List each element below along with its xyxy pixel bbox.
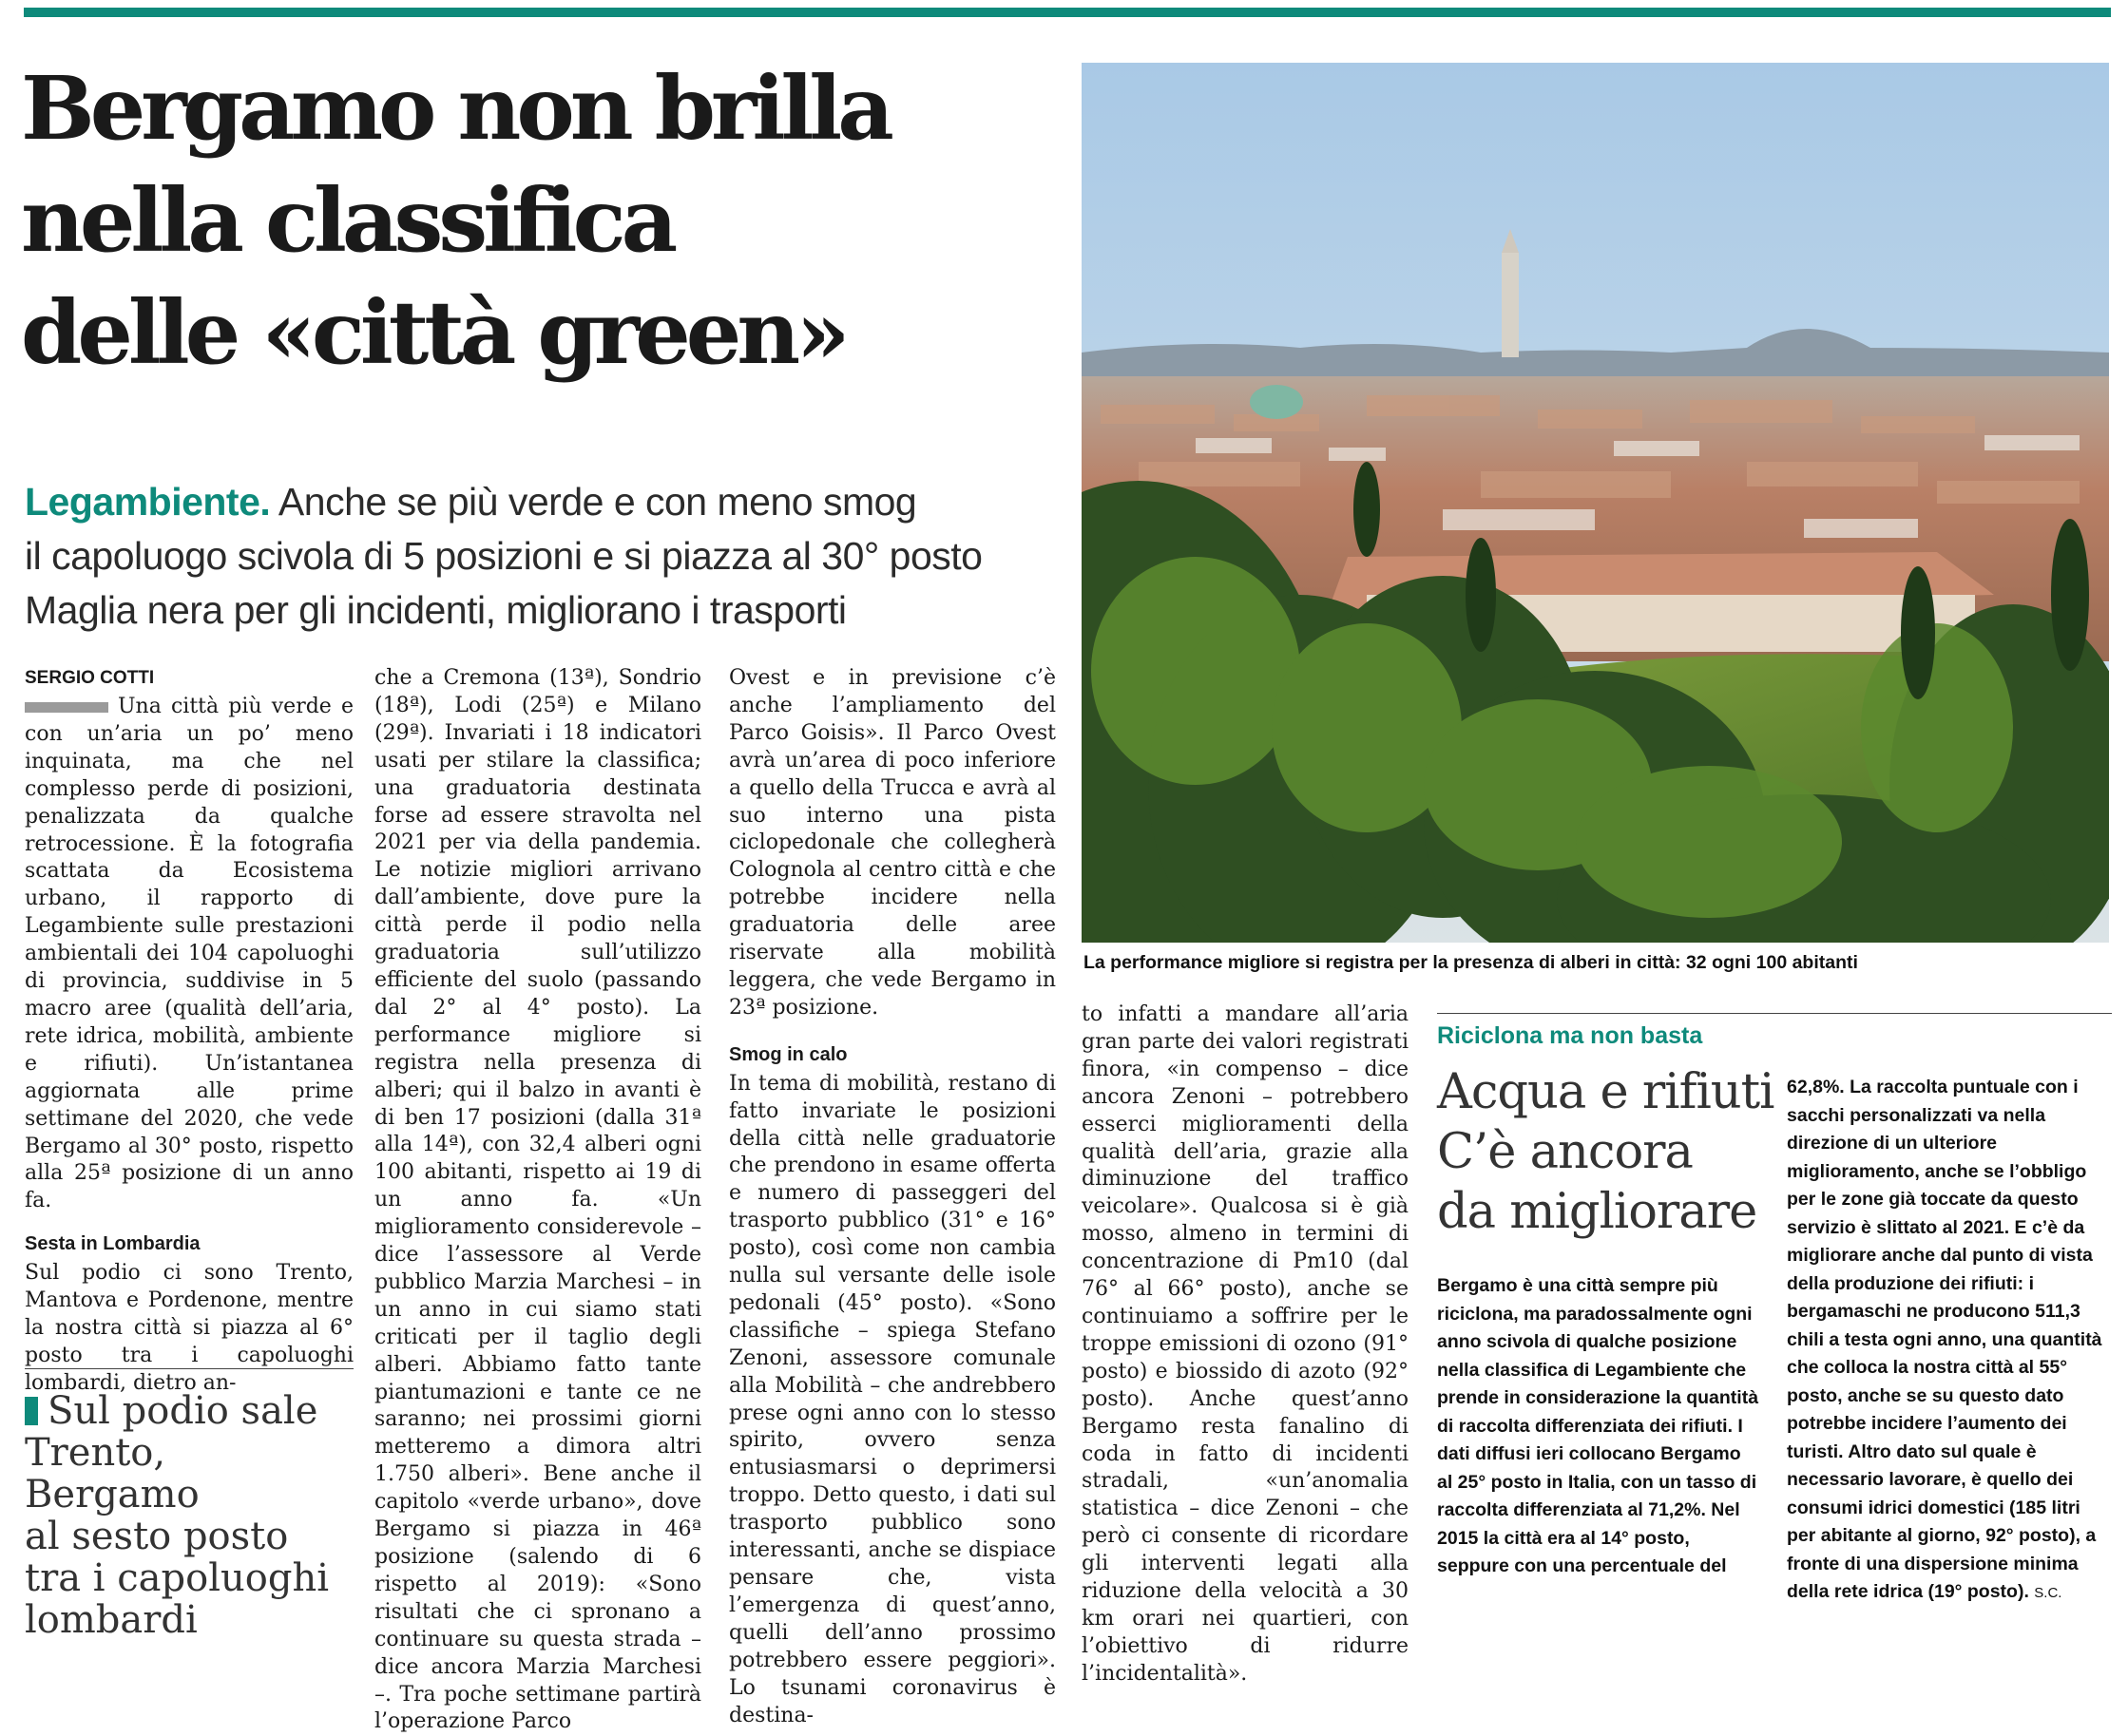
col2-paragraph-1: che a Cremona (13ª), Sondrio (18ª), Lodi (25ª) e Milano (29ª). Invariati i 18 indicatori usati per stilare la classifica; una graduatoria destinata forse ad essere stravolta nel 2021 per via della pandemia. Le notizie migliori arrivano dall’ambiente, dove pure la città perde il podio nella graduatoria sull’utilizzo efficiente del suolo (passando dal 2° al 4° posto). La performance migliore si registra nella presenza di alberi; qui il balzo in avanti è di ben 17 posizioni (dalla 31ª alla 14ª), con 32,4 alberi ogni 100 abitanti, rispetto ai 19 di un anno fa. «Un miglioramento considerevole – dice l’assessore al Verde pubblico Marzia Marchesi – in un anno in cui siamo stati criticati per il taglio degli alberi. Abbiamo fatto tante piantumazioni e tante ce ne saranno; nei prossimi giorni metteremo a dimora altri 1.750 alberi». Bene anche il capitolo «verde urbano», dove Bergamo si piazza in 46ª posizione (salendo di 6 rispetto al 2019): «Sono risultati che ci spronano a continuare su questa strada – dice ancora Marzia Marchesi –. Tra poche settimane partirà l’operazione Parco xyxy=(374,666,701,1734)
col3-paragraph-2: In tema di mobilità, restano di fatto invariate le posizioni della città nelle graduatorie che prendono in esame offerta e numero di passeggeri del trasporto pubblico (31° e 16° posto), così come non cambia nulla sul versante delle isole pedonali (45° posto). «Sono classifiche – spiega Stefano Zenoni, assessore comunale alla Mobilità – che andrebbero prese ogni anno con lo stesso spirito, ovvero senza entusiasmarsi o deprimersi troppo. Detto questo, i dati sul trasporto pubblico sono interessanti, anche se dispiace pensare che, vista l’emergenza di quest’anno, quelli dell’anno prossimo potrebbero essere peggiori». Lo tsunami coronavirus è destina- xyxy=(729,1071,1056,1727)
subhead-kicker: Legambiente. xyxy=(25,480,271,524)
col1-paragraph-2: Sul podio ci sono Trento, Mantova e Pordenone, mentre la nostra città si piazza al 6° posto tra i capoluoghi lombardi, dietro an- xyxy=(25,1261,354,1395)
pullquote-rule xyxy=(25,1368,354,1369)
article-column-4 xyxy=(1082,1002,1409,1688)
box-left-text: Bergamo è una città sempre più riciclona, ma paradossalmente ogni anno scivola di qualche posizione nella classifica di Legambiente che prende in considerazione la quantità di raccolta differenziata dei rifiuti. I dati diffusi ieri collocano Bergamo al 25° posto in Italia, con un tasso di raccolta differenziata al 71,2%. Nel 2015 la città era al 14° posto, seppure con una percentuale del xyxy=(1437,1275,1759,1576)
box-text-left xyxy=(1437,1272,1760,1581)
subhead-line-1: Anche se più verde e con meno smog xyxy=(278,480,917,524)
headline: Bergamo non brilla nella classifica delle «città green» xyxy=(21,57,890,384)
photo-caption: La performance migliore si registra per la presenza di alberi in città: 32 ogni 100 abitanti xyxy=(1083,952,1858,973)
box-signature: S.C. xyxy=(2034,1585,2062,1601)
section-heading-smog: Smog in calo xyxy=(729,1043,848,1065)
section-heading-sesta: Sesta in Lombardia xyxy=(25,1233,201,1255)
box-title: Acqua e rifiuti C’è ancora da migliorare xyxy=(1437,1064,1774,1240)
box-top-rule xyxy=(1437,1013,2112,1014)
col4-paragraph-1: to infatti a mandare all’aria gran parte dei valori registrati finora, «in compenso – dice ancora Zenoni – potrebbero esserci miglioramenti della qualità dell’aria, grazie alla diminuzione del traffico veicolare». Qualcosa si è già mosso, almeno in termini di concentrazione di Pm10 (dal 76° al 66° posto), anche se continuiamo a soffrire per le troppe emissioni di ozono (91° posto) e biossido di azoto (92° posto). Anche quest’anno Bergamo resta fanalino di coda in fatto di incidenti stradali, «un’anomalia statistica – dice Zenoni – che però ci consente di ricordare gli interventi legati alla riduzione della velocità a 30 km orari nei quartieri, con l’obiettivo di ridurre l’incidentalità». xyxy=(1082,1002,1409,1686)
top-accent-bar xyxy=(24,8,2111,17)
subheadline xyxy=(25,475,1070,638)
col1-paragraph-1: Una città più verde e con un’aria un po’ meno inquinata, ma che nel complesso perde di posizioni, penalizzata da qualche retrocessione. È la fotografia scattata da Ecosistema urbano, il rapporto di Legambiente sulle prestazioni ambientali dei 104 capoluoghi di provincia, suddivise in 5 macro aree (qualità dell’aria, rete idrica, mobilità, ambiente e rifiuti). Un’istantanea aggiornata alle prime settimane del 2020, che vede Bergamo al 30° posto, rispetto alla 25ª posizione di un anno fa. xyxy=(25,695,354,1213)
subhead-line-3: Maglia nera per gli incidenti, migliorano i trasporti xyxy=(25,588,847,632)
article-column-3 xyxy=(729,665,1056,1729)
article-column-1 xyxy=(25,694,354,1398)
subhead-line-2: il capoluogo scivola di 5 posizioni e si piazza al 30° posto xyxy=(25,534,983,578)
byline: SERGIO COTTI xyxy=(25,668,155,688)
box-text-right xyxy=(1787,1074,2110,1608)
pullquote-text: Sul podio sale Trento, Bergamo al sesto posto tra i capoluoghi lombardi xyxy=(25,1389,329,1642)
article-column-2 xyxy=(374,665,701,1736)
lead-bar xyxy=(25,702,108,713)
col3-paragraph-1: Ovest e in previsione c’è anche l’ampliamento del Parco Goisis». Il Parco Ovest avrà un’area di poco inferiore a quello della Trucca e avrà al suo interno una pista ciclopedonale che collegherà Colognola al centro città e che potrebbe incidere nella graduatoria delle aree riservate alla mobilità leggera, che vede Bergamo in 23ª posizione. xyxy=(729,666,1056,1020)
box-right-text: 62,8%. La raccolta puntuale con i sacchi personalizzati va nella direzione di un ulteriore miglioramento, anche se l’obbligo per le zone già toccate da questo servizio è slittato al 2021. E c’è da migliorare anche dal punto di vista della produzione dei rifiuti: i bergamaschi ne producono 511,3 chili a testa ogni anno, una quantità che colloca la nostra città al 55° posto, anche se su questo dato potrebbe incidere l’aumento dei turisti. Altro dato sul quale è necessario lavorare, è quello dei consumi idrici domestici (185 litri per abitante al giorno, 92° posto), a fronte di una dispersione minima della rete idrica (19° posto). xyxy=(1787,1077,2102,1602)
bergamo-panorama-image xyxy=(1082,63,2109,943)
pullquote-marker xyxy=(25,1397,38,1425)
pullquote xyxy=(25,1390,348,1641)
city-photo xyxy=(1082,63,2109,943)
box-kicker: Riciclona ma non basta xyxy=(1437,1022,1703,1049)
